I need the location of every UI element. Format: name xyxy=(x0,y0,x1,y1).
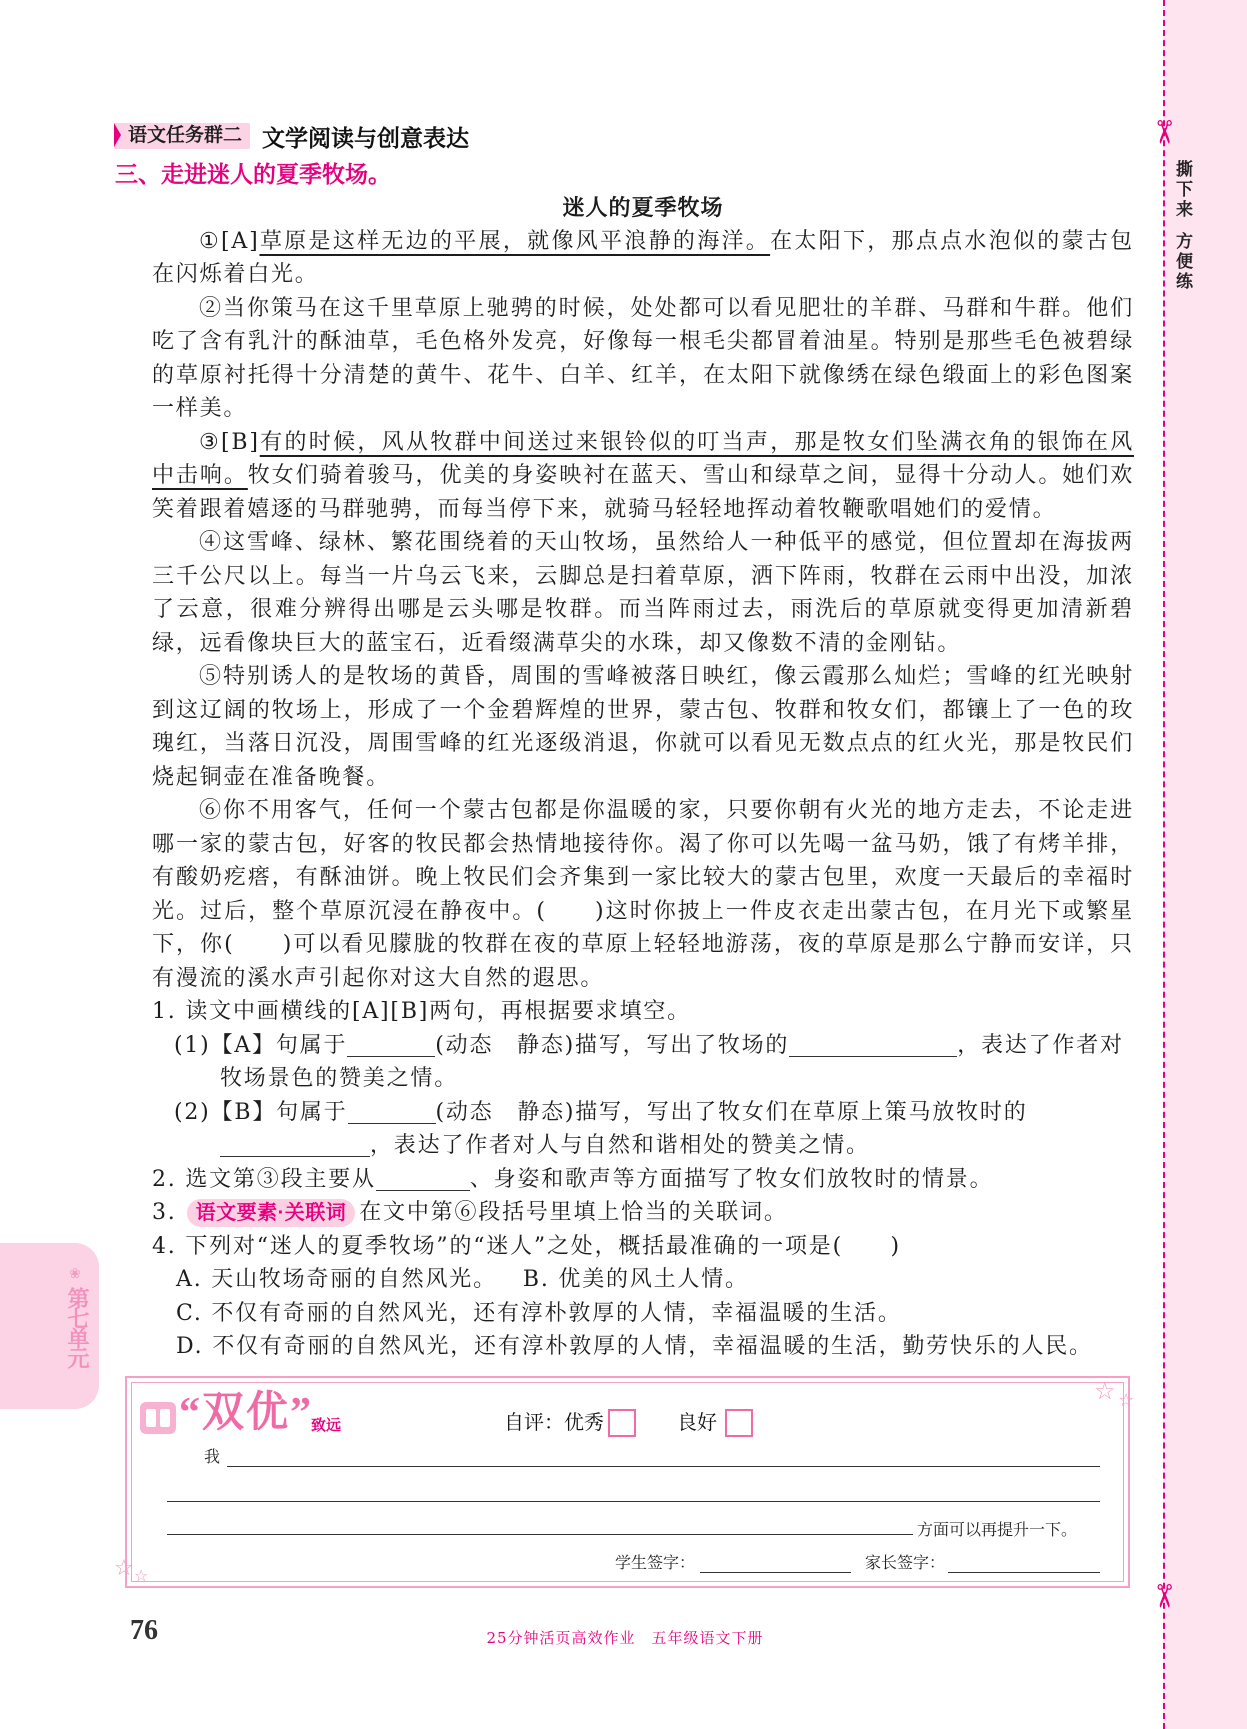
passage-title: 迷人的夏季牧场 xyxy=(562,195,724,220)
question-text: 、身姿和歌声等方面描写了牧女们放牧时的情景。 xyxy=(469,1166,994,1192)
question-1-part-2 xyxy=(152,1096,1134,1163)
paragraph-5: ⑤特别诱人的是牧场的黄昏，周围的雪峰被落日映红，像云霞那么灿烂；雪峰的红光映射到这辽阔的牧场上，形成了一个金碧辉煌的世界，蒙古包、牧群和牧女们，都镶上了一色的玫瑰红，当落日沉没，周围雪峰的红光逐级消退，你就可以看见无数点点的红火光，那是牧民们烧起铜壶在准备晚餐。 xyxy=(152,664,1134,790)
question-1-stem: 1. 读文中画横线的[A][B]两句，再根据要求填空。 xyxy=(152,999,691,1024)
question-text: (动态 静态)描写，写出了牧场的 xyxy=(435,1032,790,1058)
question-text: (2)【B】句属于 xyxy=(174,1099,348,1125)
star-icon: ☆ xyxy=(134,1566,149,1585)
question-text: ，表达了作者对人与自然和谐相处的赞美之情。 xyxy=(370,1133,870,1158)
self-review-box xyxy=(125,1376,1130,1588)
question-text: (1)【A】句属于 xyxy=(174,1032,348,1058)
good-checkbox xyxy=(725,1409,753,1437)
good-label: 良好 xyxy=(677,1412,717,1434)
me-label: 我 xyxy=(204,1447,221,1466)
paragraph-rest: 牧女们骑着骏马，优美的身姿映衬在蓝天、雪山和绿草之间，显得十分动人。她们欢笑着跟着嬉逐的马群驰骋，而每当停下来，就骑马轻轻地挥动着牧鞭歌唱她们的爱情。 xyxy=(152,463,1134,522)
question-1-part-1 xyxy=(152,1029,1134,1096)
self-eval-label: 自评：优秀 xyxy=(504,1412,604,1434)
question-text: ，表达了作者对牧场景色的赞美之情。 xyxy=(220,1032,1124,1091)
student-sign-line xyxy=(700,1572,851,1573)
star-icon: ☆ xyxy=(1094,1377,1116,1405)
unit-label: 第七单元 xyxy=(65,1287,90,1367)
answer-blank xyxy=(347,1032,435,1057)
scissor-icon: ✂ xyxy=(1145,1582,1183,1610)
writing-line xyxy=(227,1466,1100,1467)
paragraph-lead: ③[B] xyxy=(199,429,260,455)
paragraph-6: ⑥你不用客气，任何一个蒙古包都是你温暖的家，只要你朝有火光的地方走去，不论走进哪一家的蒙古包，好客的牧民都会热情地接待你。渴了你可以先喝一盆马奶，饿了有烤羊排，有酸奶疙瘩，有酥油饼。晚上牧民们会齐集到一家比较大的蒙古包里，欢度一天最后的幸福时光。过后，整个草原沉浸在静夜中。( )这时你披上一件皮衣走出蒙古包，在月光下或繁星下，你( )可以看见朦胧的牧群在夜的草原上轻轻地游荡，夜的草原是那么宁静而安详，只有漫流的溪水声引起你对这大自然的遐思。 xyxy=(152,798,1134,991)
question-text: 2. 选文第③段主要从 xyxy=(152,1166,376,1192)
task-group-theme: 文学阅读与创意表达 xyxy=(262,124,470,151)
paragraph-rest: 在太阳下，那点点水泡似的蒙古包在闪烁着白光。 xyxy=(152,228,1134,287)
paragraph-2: ②当你策马在这千里草原上驰骋的时候，处处都可以看见肥壮的羊群、马群和牛群。他们吃了含有乳汁的酥油草，毛色格外发亮，好像每一根毛尖都冒着油星。特别是那些毛色被碧绿的草原衬托得十分清楚的黄牛、花牛、白羊、红羊，在太阳下就像绣在绿色缎面上的彩色图案一样美。 xyxy=(152,295,1134,421)
answer-blank xyxy=(348,1099,436,1124)
content-flow xyxy=(152,191,1134,1364)
question-2 xyxy=(152,1163,1134,1197)
underlined-sentence-a: 草原是这样无边的平展，就像风平浪静的海洋。 xyxy=(259,228,771,254)
question-3 xyxy=(152,1196,1134,1230)
question-4-stem: 4. 下列对“迷人的夏季牧场”的“迷人”之处，概括最准确的一项是( ) xyxy=(152,1233,901,1259)
parent-sign-label: 家长签字： xyxy=(865,1553,946,1572)
writing-line xyxy=(167,1501,1100,1502)
section-title: 三、走进迷人的夏季牧场。 xyxy=(115,161,391,187)
book-title: 25分钟活页高效作业 五年级语文下册 xyxy=(486,1629,764,1647)
question-text: (动态 静态)描写，写出了牧女们在草原上策马放牧时的 xyxy=(435,1099,1028,1125)
option-a: A. 天山牧场奇丽的自然风光。 xyxy=(176,1267,497,1292)
unit-tab xyxy=(0,1243,99,1409)
scissor-icon: ✂ xyxy=(1145,118,1183,146)
star-icon: ☆ xyxy=(114,1556,134,1581)
task-group-tag: 语文任务群二 xyxy=(114,123,250,149)
shuangyou-logo: “双优” xyxy=(179,1390,314,1436)
paragraph-lead: ①[A] xyxy=(199,228,260,254)
paragraph-1 xyxy=(152,225,1134,292)
paragraph-3 xyxy=(152,426,1134,527)
task-group-header xyxy=(114,123,469,149)
answer-blank xyxy=(789,1032,957,1057)
answer-blank xyxy=(376,1166,470,1191)
tear-off-label: 撕下来 xyxy=(1173,160,1192,220)
practice-label: 方便练 xyxy=(1173,232,1192,292)
skill-badge: 语文要素·关联词 xyxy=(187,1199,356,1227)
ornament-icon: ❀ xyxy=(69,1266,81,1282)
page-number: 76 xyxy=(130,1615,158,1646)
improve-label: 方面可以再提升一下。 xyxy=(917,1520,1078,1539)
star-icon: ☆ xyxy=(1118,1390,1135,1411)
parent-sign-line xyxy=(948,1572,1100,1573)
option-d: D. 不仅有奇丽的自然风光，还有淳朴敦厚的人情，幸福温暖的生活，勤劳快乐的人民。 xyxy=(176,1334,1093,1359)
underlined-sentence-b: 有的时候，风从牧群中间送过来银铃似的叮当声，那是牧女们坠满衣角的银饰在风中击响。 xyxy=(152,429,1134,488)
paragraph-4: ④这雪峰、绿林、繁花围绕着的天山牧场，虽然给人一种低平的感觉，但位置却在海拔两三千公尺以上。每当一片乌云飞来，云脚总是扫着草原，洒下阵雨，牧群在云雨中出没，加浓了云意，很难分辨得出哪是云头哪是牧群。而当阵雨过去，雨洗后的草原就变得更加清新碧绿，远看像块巨大的蓝宝石，近看缀满草尖的水珠，却又像数不清的金刚钻。 xyxy=(152,530,1134,656)
question-text: 在文中第⑥段括号里填上恰当的关联词。 xyxy=(359,1200,788,1225)
excellent-checkbox xyxy=(608,1409,636,1437)
option-c: C. 不仅有奇丽的自然风光，还有淳朴敦厚的人情，幸福温暖的生活。 xyxy=(176,1300,902,1326)
writing-line xyxy=(167,1534,913,1535)
logo-subtitle: 致远 xyxy=(311,1417,342,1434)
question-4-options-row xyxy=(176,1263,1134,1297)
option-b: B. 优美的风土人情。 xyxy=(522,1267,749,1292)
student-sign-label: 学生签字： xyxy=(615,1553,696,1572)
answer-blank xyxy=(220,1132,370,1157)
question-number: 3. xyxy=(152,1200,177,1225)
book-icon xyxy=(140,1402,176,1434)
